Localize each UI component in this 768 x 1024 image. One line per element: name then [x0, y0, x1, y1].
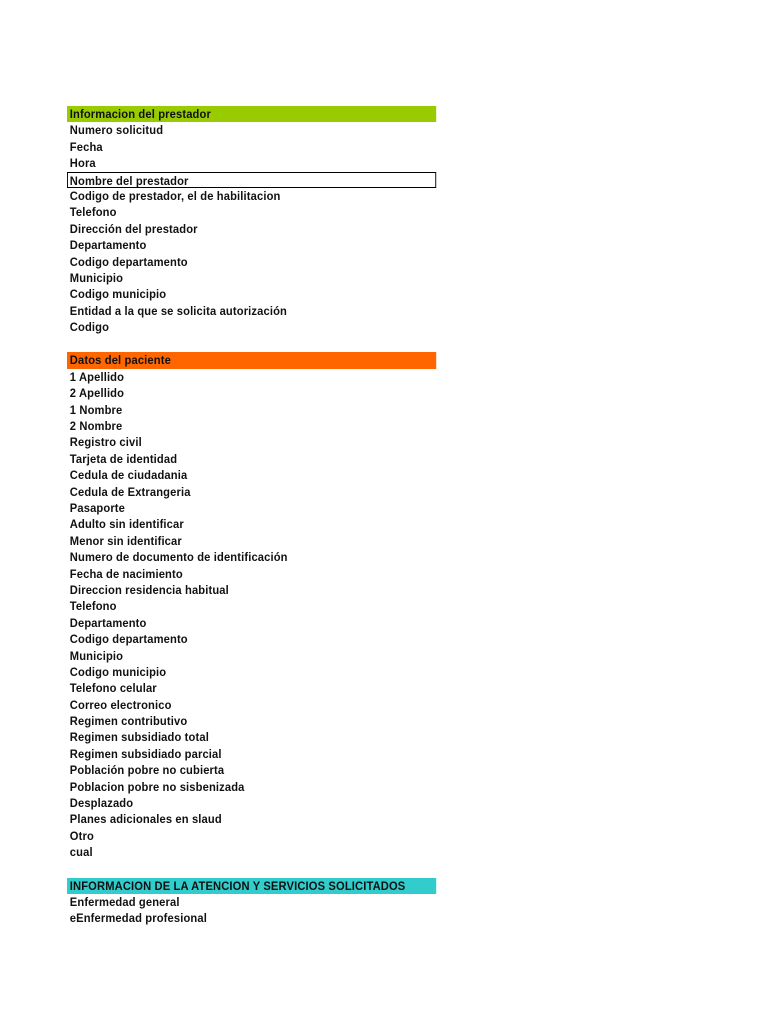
field-cual: cual: [69, 845, 93, 860]
field-municipio: Municipio: [69, 270, 124, 285]
field-municipio-paciente: Municipio: [69, 648, 124, 663]
field-cedula-extrangeria: Cedula de Extrangeria: [69, 484, 191, 499]
selected-cell-nombre-prestador[interactable]: Nombre del prestador: [67, 172, 436, 188]
field-desplazado: Desplazado: [69, 796, 134, 811]
field-tarjeta-identidad: Tarjeta de identidad: [69, 451, 178, 466]
field-adulto-sin-identificar: Adulto sin identificar: [69, 517, 184, 532]
field-departamento-paciente: Departamento: [69, 615, 147, 630]
field-otro: Otro: [69, 828, 94, 843]
field-enfermedad-general: Enfermedad general: [69, 894, 180, 909]
field-entidad: Entidad a la que se solicita autorización: [69, 303, 287, 318]
field-codigo-municipio-paciente: Codigo municipio: [69, 664, 167, 679]
field-numero-solicitud: Numero solicitud: [69, 123, 164, 138]
field-telefono-celular: Telefono celular: [69, 681, 157, 696]
field-1-apellido: 1 Apellido: [69, 369, 125, 384]
field-1-nombre: 1 Nombre: [69, 402, 123, 417]
field-fecha: Fecha: [69, 139, 103, 154]
field-menor-sin-identificar: Menor sin identificar: [69, 533, 182, 548]
field-pasaporte: Pasaporte: [69, 500, 126, 515]
field-regimen-subsidiado-total: Regimen subsidiado total: [69, 730, 209, 745]
field-enfermedad-profesional: eEnfermedad profesional: [69, 911, 207, 926]
field-telefono-paciente: Telefono: [69, 599, 117, 614]
field-fecha-nacimiento: Fecha de nacimiento: [69, 566, 183, 581]
field-regimen-subsidiado-parcial: Regimen subsidiado parcial: [69, 746, 222, 761]
field-codigo: Codigo: [69, 320, 110, 335]
field-departamento: Departamento: [69, 238, 147, 253]
section-header-datos-paciente: Datos del paciente: [67, 352, 436, 368]
field-2-nombre: 2 Nombre: [69, 419, 123, 434]
field-telefono: Telefono: [69, 205, 117, 220]
field-regimen-contributivo: Regimen contributivo: [69, 714, 188, 729]
field-2-apellido: 2 Apellido: [69, 386, 125, 401]
field-planes-adicionales: Planes adicionales en slaud: [69, 812, 222, 827]
field-codigo-municipio: Codigo municipio: [69, 287, 167, 302]
field-direccion-prestador: Dirección del prestador: [69, 221, 198, 236]
section-header-informacion-atencion: INFORMACION DE LA ATENCION Y SERVICIOS SOLICITADOS: [67, 878, 436, 894]
field-correo-electronico: Correo electronico: [69, 697, 172, 712]
field-poblacion-pobre-no-sisbenizada: Poblacion pobre no sisbenizada: [69, 779, 245, 794]
section-gap: [67, 335, 464, 352]
field-codigo-departamento-paciente: Codigo departamento: [69, 632, 188, 647]
section-gap: [67, 861, 464, 878]
field-registro-civil: Registro civil: [69, 435, 142, 450]
field-codigo-prestador: Codigo de prestador, el de habilitacion: [69, 188, 281, 203]
field-direccion-residencia: Direccion residencia habitual: [69, 582, 229, 597]
field-numero-documento: Numero de documento de identificación: [69, 550, 288, 565]
section-header-informacion-prestador: Informacion del prestador: [67, 106, 436, 122]
field-codigo-departamento: Codigo departamento: [69, 254, 188, 269]
field-hora: Hora: [69, 156, 96, 171]
spreadsheet: [67, 106, 464, 927]
field-cedula-ciudadania: Cedula de ciudadania: [69, 468, 188, 483]
field-poblacion-pobre-no-cubierta: Población pobre no cubierta: [69, 763, 225, 778]
